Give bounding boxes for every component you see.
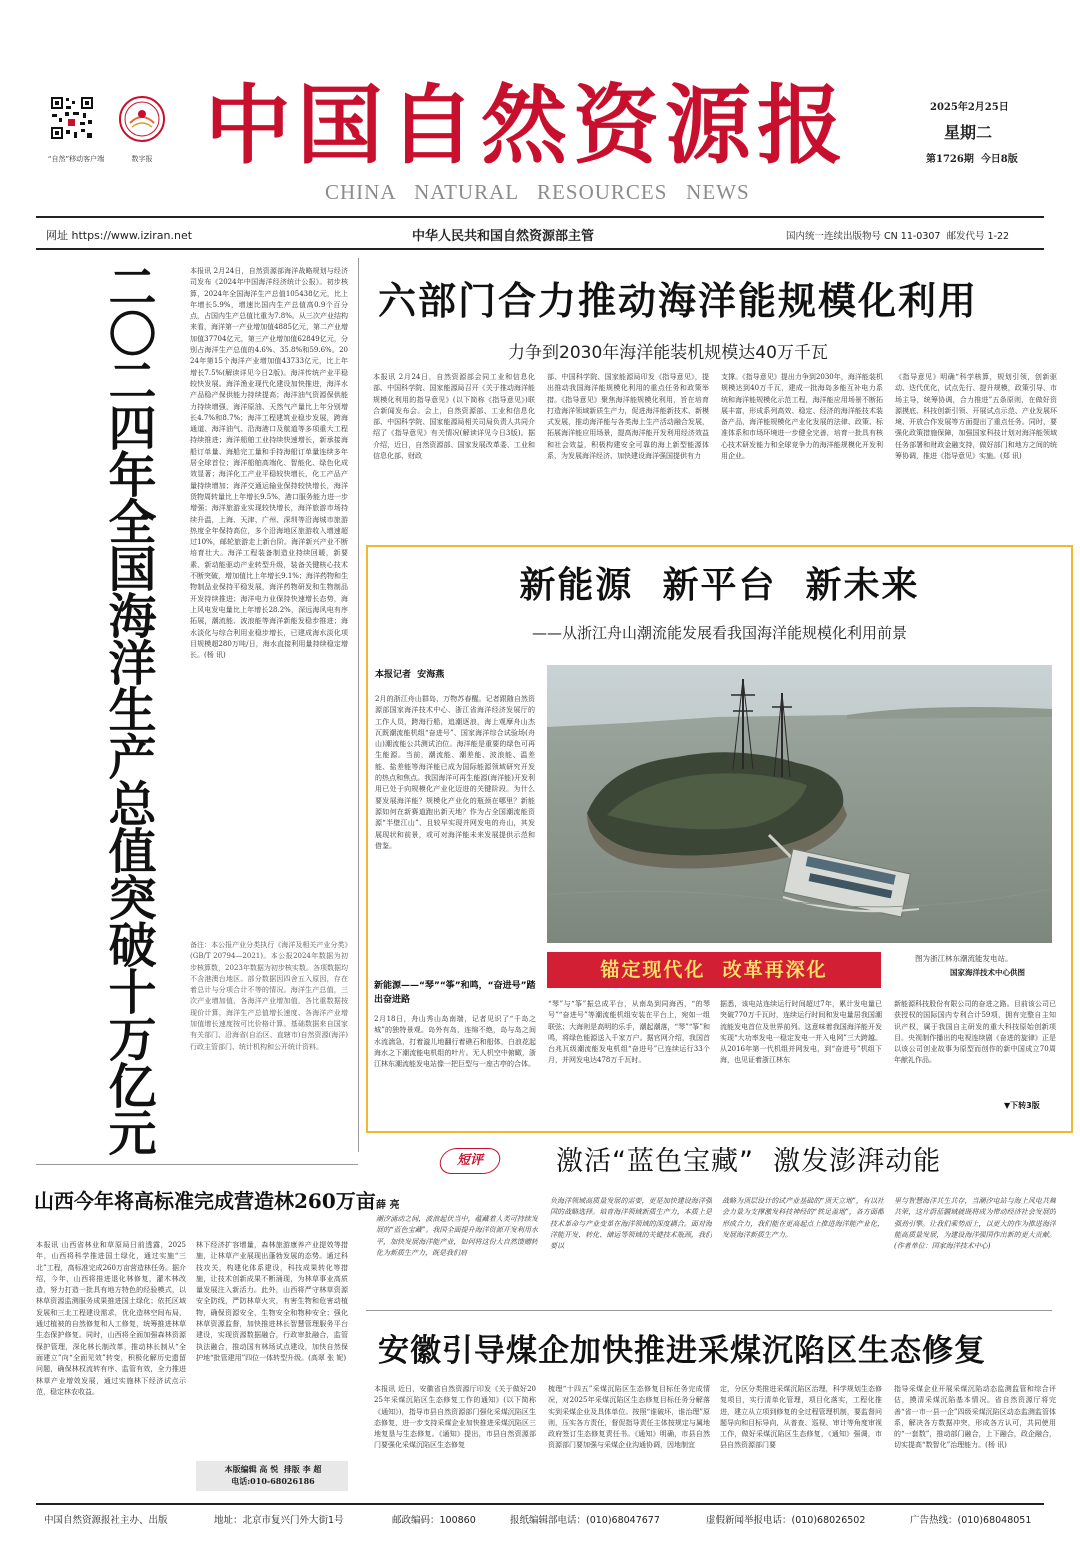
- commentary-column-4: 里与智慧海洋共生共存，当潮汐电站与海上风电共舞共荣，这片蔚蓝疆域就既将成为带动经济社会发展的强劲引擎。让我们乘势而上，以更大的作为推进海洋能高质量发展，为建设海洋强国作出新的更大贡献。(作者单位：国家海洋技术中心): [894, 1197, 1056, 1251]
- lead-column-3: 支撑。《指导意见》提出力争到2030年，海洋能装机规模达到40万千瓦，建成一批海岛多能互补电力系统和海洋能规模化示范工程，海洋能应用场景不断拓展丰富，形成系列高效、稳定、经济的海洋能技术装备产品，海洋能规模化产业化发展的法律、政策、标准体系和市场环境进一步健全完善，培育一批具有核心技术研发能力和全球竞争力的海洋能规模化开发利用企业。: [721, 373, 883, 461]
- footer-address: 地址：北京市复兴门外大街1号: [214, 1515, 344, 1526]
- coal-top-rule: [366, 1310, 1052, 1311]
- feature-column-4: 新能源科技股份有限公司的奋进之路。目前该公司已获授权的国际国内专利合计59项，拥有完整自主知识产权，属于我国自主研发的重大科技原始创新项目。央视制作播出的电视连续剧《奋进的旋律》正是以该公司创业故事为原型而创作的新中国成立70周年献礼作品。: [894, 1000, 1056, 1065]
- masthead: [0, 0, 1080, 222]
- photo-caption-title: 图为浙江林东潮流能发电站。: [915, 954, 1013, 963]
- lead-column-4: 《指导意见》明确“科学核算，规划引领，创新驱动、迭代优化，试点先行、提升规模，政策引导、市场主导，统筹协调，合力推进”五条原则，在做好资源摸底、科技创新引领、开展试点示范、产业发展环境、开放合作发展等方面提出了重点任务。同时，要强化政策措施保障，加强国家科技计划对海洋能领域任务部署和财政金融支持，做好部门和地方之间的统筹协调，推进《指导意见》实施。(郑 讯): [895, 373, 1057, 461]
- feature-column-1: 2月18日，舟山秀山岛南端，记者见识了“千岛之城”的独特景观。岛外有岛，连绵不绝，岛与岛之间水流湍急，打着漩儿地翻行着礁石和船体，白浪花起海水之下潮流能电机组的叶片。无人机空中俯瞰，浙江林东潮流能发电站像一把巨型与一座古亭的合体。: [374, 1015, 536, 1069]
- left-column-divider: [358, 258, 359, 1152]
- newspaper-subtitle: CHINA NATURAL RESOURCES NEWS: [325, 180, 750, 204]
- footer-rule: [36, 1503, 1044, 1505]
- coal-column-4: 指导采煤企业开展采煤沉陷动态监测监管和综合评估，摸清采煤沉陷基本情况。省自然资源厅将完善“省一市一县一企”四级采煤沉陷区动态监测监管体系，解决各方数据冲突，形成各方认可，共同使用的“一套数”，推动部门融合，上下融合，政企融合，切实提高“数智化”治理能力。(杨 讯): [894, 1385, 1056, 1450]
- commentary-author: 薛 亮: [376, 1200, 400, 1211]
- lead-subheadline: 力争到2030年海洋能装机规模达40万千瓦: [508, 343, 828, 363]
- newspaper-title: 中国自然资源报: [205, 75, 849, 176]
- footer-publisher: 中国自然资源报社主办、出版: [44, 1515, 168, 1526]
- feature-subhead: 新能源——“琴”“筝”和鸣，“奋进号”踏出奋进路: [374, 981, 536, 1005]
- commentary-column-1: 潮汐涌动之间，波浪起伏当中，蕴藏着人类可持续发展的“蓝色宝藏”。我国全面提升海洋资源开发利用水平，加快发展海洋能产业，如何将这份大自然馈赠转化为新质生产力，既是我们肩: [376, 1215, 538, 1257]
- coal-column-3: 定，分区分类推进采煤沉陷区治理，科学规划生态修复项目，实行清单化管理，项目化落实，工程化推进，建立从立项到修复的全过程管理机制，要监督问题导向和目标导向，从普查、巡视、审计等角度审视工作，做好采煤沉陷区生态修复，《通知》强调，市县自然资源部门要: [720, 1385, 882, 1450]
- commentary-headline[interactable]: 激活“蓝色宝藏” 激发澎湃动能: [556, 1146, 942, 1177]
- coal-headline[interactable]: 安徽引导煤企加快推进采煤沉陷区生态修复: [378, 1333, 986, 1369]
- feature-subheadline: ——从浙江舟山潮流能发展看我国海洋能规模化利用前景: [531, 624, 907, 642]
- footer-report-phone: 虚假新闻举报电话：(010)68026502: [706, 1515, 866, 1526]
- feature-column-2: “琴”与“筝”振总成平台，从南岛到同海西，“的琴号”“奋进号”等潮流能机组安装在平台上，宛如一组联弦；大海则是高明的乐手，潮起潮落，“琴”“筝”和鸣，将绿色能源送入千家万户。据官网介绍，我国首台兆瓦级潮流能发电机组“奋进号”已连续运行33个月，并网发电达478万千瓦时。: [548, 1000, 710, 1065]
- issue-number: 第1726期 今日8版: [926, 154, 1018, 165]
- coal-column-2: 梳理“十四五”采煤沉陷区生态修复目标任务完成情况，对2025年采煤沉陷区生态修复目标任务分解落实到采煤企业及具体单位。按照“谁破坏，谁治理”原则，压实各方责任，督促指导责任主体按规定与属地政府签订生态修复责任书。《通知》明确，市县自然资源部门要加强与采煤企业沟通协调，因地制宜: [548, 1385, 710, 1450]
- feature-column-3: 据悉，该电站连续运行时间超过7年，累计发电量已突破770万千瓦时，连续运行时间和发电量居我国潮流能发电首位及世界前列。这意味着我国海洋能开发实现“大功率发电一稳定发电一并入电网”三大跨越。从2016年第一代机组并网发电，到“奋进号”机组下海，也见证着浙江林东: [720, 1000, 882, 1065]
- footer-editorial-phone: 报纸编辑部电话：(010)68047677: [510, 1515, 660, 1526]
- tidal-power-station-photo[interactable]: [547, 665, 1052, 943]
- commentary-column-2: 负海洋领域高质量发展的需要，更是加快建设海洋强国的战略选择。培育海洋领域新质生产力，本质上是技术革命与产业变革在海洋领域的深度耦合。面对海洋能开发、转化、储运等领域的关键技术瓶颈，我们要以: [550, 1197, 712, 1251]
- gdp-article-note: 备注：本公报产业分类执行《海洋及相关产业分类》(GB/T 20794—2021)。本公报2024年数据为初步核算数，2023年数据为初步核实数。各项数据均不含港澳台地区。部分数据因四舍五入原因，存在着总计与分项合计不等的情况。海洋生产总值，三次产业增加值、各海洋产业增加值，各比重数据按现价计算，海洋生产总值增长速度、各海洋产业增加值增长速度按可比价格计算。基础数据来自国家有关部门、沿海省(自治区、直辖市)自然资源(海洋)行政主管部门、统计机构和公开统计资料。: [190, 941, 348, 1051]
- publication-code: 国内统一连续出版物号 CN 11-0307 邮发代号 1-22: [786, 231, 1010, 242]
- afforestation-headline[interactable]: 山西今年将高标准完成营造林260万亩: [34, 1189, 376, 1213]
- coal-column-1: 本报讯 近日，安徽省自然资源厅印发《关于做好2025年采煤沉陷区生态修复工作的通知》(以下简称《通知》)，指导市县自然资源部门强化采煤沉陷区生态修复，进一步支持采煤企业加快推进采煤沉陷区三地复垦与生态修复。《通知》提出，市县自然资源部门要强化采煤沉陷区生态修复: [374, 1385, 536, 1450]
- qr-code-app[interactable]: [50, 96, 94, 140]
- infobar-top-rule: [36, 216, 1044, 218]
- commentary-column-3: 战略为顶层设计的试产业基础的“顶天立地”，有以社会力量为支撑激发科技神经的“铁足盖地”，各方面都形成合力，我们能在更高起点上推进海洋能产业化，发展海洋新质生产力。: [722, 1197, 884, 1239]
- reform-banner-text: 锚定现代化 改革再深化: [600, 959, 828, 981]
- infobar-bottom-rule: [36, 248, 1044, 250]
- newspaper-seal-logo[interactable]: [118, 95, 166, 143]
- footer-postcode: 邮政编码：100860: [392, 1515, 476, 1526]
- lead-column-1: 本报讯 2月24日，自然资源部会同工业和信息化部、中国科学院、国家能源局召开《关于推动海洋能规模化利用的指导意见》(以下简称《指导意见》)联合新闻发布会。会上，自然资源部、工业和信息化部、中国科学院、国家能源局相关司局负责人共同介绍了《指导意见》有关情况(解读详见今日3版)。据介绍，近日，自然资源部、国家发展改革委、工业和信息化部、财政: [373, 373, 535, 461]
- lead-headline[interactable]: 六部门合力推动海洋能规模化利用: [378, 279, 979, 323]
- sponsor-line: 中华人民共和国自然资源部主管: [412, 229, 595, 244]
- footer-ad-phone: 广告热线：(010)68048051: [910, 1515, 1032, 1526]
- feature-intro: 2月的浙江舟山群岛，万物苏春醒。记者跟随自然资源部国家海洋技术中心、浙江省海洋经济发展厅的工作人员，跨海行船，追潮逐浪，海上观摩舟山杰瓦既潮流能机组“奋进号”、国家海洋综合试验场(舟山)潮流能公共测试泊位。海洋能是重要的绿色可再生能源。当前，潮流能、潮差能、波浪能、温差能、盐差能等海洋能已成为国际能源领域研究开发的热点和焦点。我国海洋可再生能源(海洋能)开发利用已处于向规模化产业化迈进的关键阶段。为什么要发展海洋能？规模化产业化的瓶颈在哪里？新能源如何在新赛道跑出新天地？作为占全国潮流能资源“半壁江山”、且较早实现并网发电的舟山，其发展现状和前景，或可对海洋能未来发展提供示范和借鉴。: [375, 695, 535, 850]
- commentary-tag: 短评: [456, 1153, 483, 1168]
- page-editor-phone: 电话:010-68026186: [231, 1476, 315, 1486]
- photo-caption-credit: 国家海洋技术中心供图: [950, 968, 1025, 977]
- afforestation-column-1: 本报讯 山西省林业和草原局日前透露，2025年，山西将科学推进国土绿化，通过实施“三北”工程，高标准完成260万亩营造林任务。据介绍，今年，山西将推进退化林修复，灌木林改造，努力打造一批具有地方特色的经验模式，以林草资源监测服务成果推进国土绿化；依托区域发展和三北工程建设需求，优化造林空间布局，通过植被的自然修复和人工修复，统筹推进林草生态保护修复。同时，山西将全面加强森林资源保护管理，深化林长制改革，推动林长制从“全面建立”向“全面见效”转变，积极化解历史遗留问题，确保林权流转有序、监管有效，全力推进林草产业增效发展，通过实施林下经济试点示范，稳定林农收益。: [36, 1241, 186, 1396]
- afforestation-column-2: 林下经济扩容增量，森林旅游康养产业提效等措施，让林草产业展现出蓬勃发展的态势。通过科技攻关，构建化体系建设，科技成果转化等措施，让技术创新成果不断涌现，为林草事业高质量发展注入新活力。此外，山西将严守林草资源安全防线，严防林草火灾，有害生物和危害动植物，确保资源安全，生物安全和物种安全；强化林草资源监督，加快推进林长智慧管理服务平台建设，实现资源数据融合，行政审批融合，监管执法融合，推动国有林场试点建设，加快自然保护地“批管建用”四位一体转型升级。(高翠 张 妮): [196, 1241, 348, 1362]
- qr-digital-label: 数字报: [131, 155, 153, 163]
- feature-byline: 本报记者 安海燕: [375, 670, 445, 680]
- gdp-article-body: 本报讯 2月24日，自然资源部海洋战略规划与经济司发布《2024年中国海洋经济统计公报》。初步核算，2024年全国海洋生产总值105438亿元，比上年增长5.9%，增速比国内生产总值高0.9个百分点，占国内生产总值比重为7.8%。从三次产业结构来看，海洋第一产业增加值4885亿元，第二产业增加值37704亿元，第三产业增加值62849亿元，分别占海洋生产总值的4.6%、35.8%和59.6%。2024年第15个海洋产业增加值43733亿元，比上年增长7.5%(解读详见今日2版)。海洋传统产业平稳较快发展。海洋渔业现代化建设加快推进，海洋水产品稳产保供能力持续提高；海洋油气资源保供能力持续增强，海洋原油、天然气产量比上年分别增长4.7%和8.7%；海洋工程建筑业稳步发展，跨海通道、海洋油气、沿海港口及航道等多项重大工程持续推进；海洋船舶工业持续快速增长，新承接海船订单量、海船完工量和手持海船订单量连续多年居全球首位；海洋船舶高端化、智能化、绿色化成效显著；海洋化工产业平稳较快增长，化工产品产量持续增加；海洋交通运输业保持较快增长，海洋货物周转量比上年增长9.5%，港口服务能力进一步增强；海洋旅游业实现较快增长，海洋旅游市场持续升温，上海、天津、广州、深圳等沿海城市旅游热度全年保持高位，多个沿海地区旅游收入增速超过10%，邮轮旅游走上新台阶。海洋新兴产业不断培育壮大。海洋工程装备制造业持续回暖，新要素、新动能驱动产业转型升级，装备关键核心技术不断突破，增加值比上年增长9.1%；海洋药物和生物制品业保持平稳发展，海洋药物研发和生物制品开发持续推进；海洋电力业保持快速增长态势，海上风电发电量比上年增长28.2%，深远海风电有序拓展，潮流能、波浪能等海洋新能发稳步推进；海水淡化与综合利用业稳步增长，已建成海水淡化项目规模超280万吨/日，海水直接利用量持续稳定增长。(杨 讯): [190, 267, 348, 660]
- issue-weekday: 星期二: [944, 123, 993, 142]
- website-link[interactable]: 网址 https://www.iziran.net: [46, 229, 193, 242]
- lead-column-2: 部、中国科学院、国家能源局印发《指导意见》，提出推动我国海洋能规模化利用的重点任务和政策举措。《指导意见》聚焦海洋能规模化利用，旨在培育打造海洋领域新质生产力，促进海洋能新技术、新模式发展，推动海洋能与各类海上生产活动融合发展，拓展海洋能应用场景，提高海洋能开发利用经济效益和社会效益，积极构建安全可靠的海上新型能源体系，为发展海洋经济、加快建设海洋强国提供有力: [547, 373, 709, 461]
- qr-app-label: “自然”移动客户端: [47, 155, 105, 163]
- continue-link[interactable]: ▼下转3版: [1004, 1101, 1040, 1110]
- afforestation-top-rule: [36, 1164, 358, 1165]
- feature-headline[interactable]: 新能源 新平台 新未来: [519, 565, 920, 606]
- vertical-headline[interactable]: 二〇二四年全国海洋生产总值突破十万亿元: [100, 262, 156, 1155]
- page-editor: 本版编辑 高 悦 排版 李 超: [224, 1464, 322, 1474]
- issue-date: 2025年2月25日: [930, 102, 1009, 113]
